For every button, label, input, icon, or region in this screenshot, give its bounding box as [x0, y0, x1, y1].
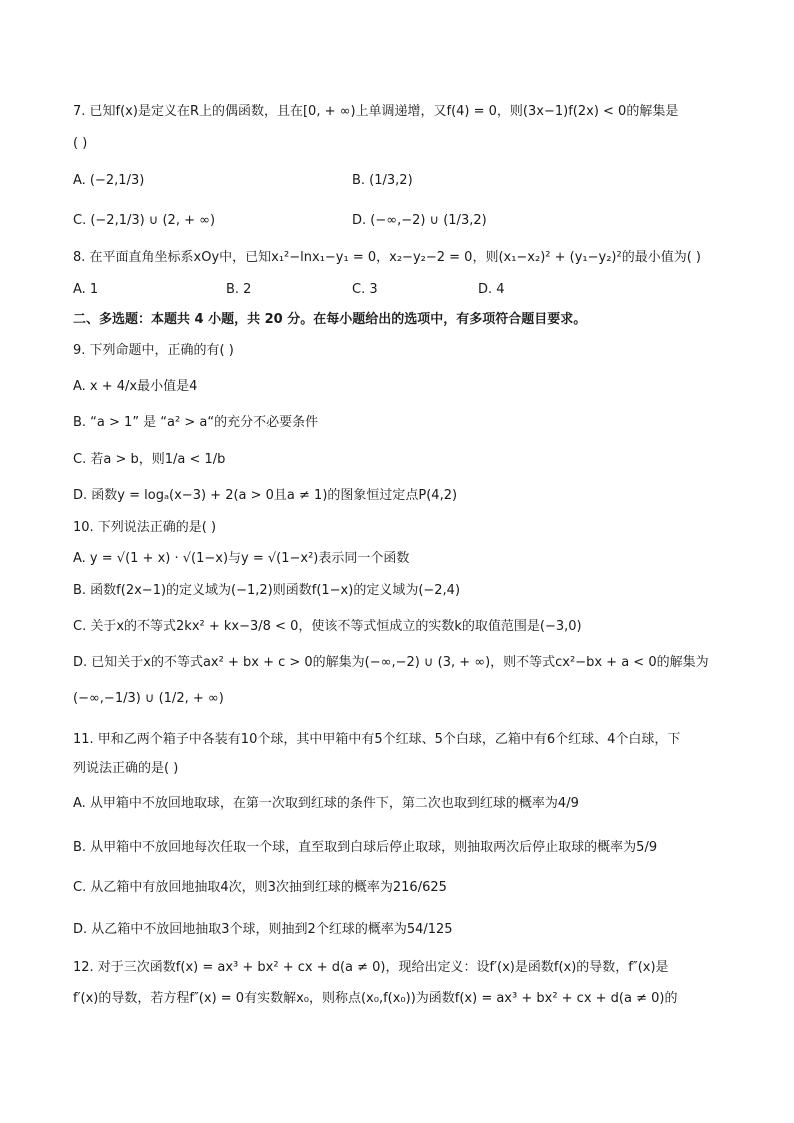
q11-option-d: D. 从乙箱中不放回地抽取3个球，则抽到2个红球的概率为54/125 — [73, 922, 453, 937]
q7-paren: ( ) — [73, 136, 88, 151]
q11-stem-continued: 列说法正确的是( ) — [73, 761, 179, 776]
q8-option-b: B. 2 — [226, 282, 252, 297]
q9-option-d: D. 函数y = logₐ(x−3) + 2(a > 0且a ≠ 1)的图象恒过定点P(4,2) — [73, 488, 458, 503]
q9-option-c: C. 若a > b，则1/a < 1/b — [73, 452, 226, 467]
q10-option-d-continued: (−∞,−1/3) ∪ (1/2, + ∞) — [73, 691, 224, 706]
q10-option-b: B. 函数f(2x−1)的定义域为(−1,2)则函数f(1−x)的定义域为(−2,4) — [73, 583, 461, 598]
q8-stem: 8. 在平面直角坐标系xOy中，已知x₁²−lnx₁−y₁ = 0，x₂−y₂−2 = 0，则(x₁−x₂)² + (y₁−y₂)²的最小值为( ) — [73, 250, 701, 265]
section-2-header: 二、多选题：本题共 4 小题，共 20 分。在每小题给出的选项中，有多项符合题目要求。 — [73, 312, 587, 327]
q9-option-a: A. x + 4/x最小值是4 — [73, 379, 198, 394]
q12-stem: 12. 对于三次函数f(x) = ax³ + bx² + cx + d(a ≠ 0)，现给出定义：设f′(x)是函数f(x)的导数，f″(x)是 — [73, 960, 669, 975]
q11-option-a: A. 从甲箱中不放回地取球，在第一次取到红球的条件下，第二次也取到红球的概率为4/9 — [73, 796, 579, 811]
q7-option-c: C. (−2,1/3) ∪ (2, + ∞) — [73, 213, 216, 228]
q10-option-c: C. 关于x的不等式2kx² + kx−3/8 < 0，使该不等式恒成立的实数k的取值范围是(−3,0) — [73, 619, 582, 634]
q9-stem: 9. 下列命题中，正确的有( ) — [73, 343, 234, 358]
q8-option-c: C. 3 — [352, 282, 378, 297]
q7-option-b: B. (1/3,2) — [352, 173, 413, 188]
q10-stem: 10. 下列说法正确的是( ) — [73, 520, 217, 535]
q11-option-b: B. 从甲箱中不放回地每次任取一个球，直至取到白球后停止取球，则抽取两次后停止取球的概率为5/9 — [73, 840, 658, 855]
q10-option-a: A. y = √(1 + x) · √(1−x)与y = √(1−x²)表示同一个函数 — [73, 551, 410, 566]
q10-option-d: D. 已知关于x的不等式ax² + bx + c > 0的解集为(−∞,−2) ∪ (3, + ∞)，则不等式cx²−bx + a < 0的解集为 — [73, 655, 709, 670]
q7-option-a: A. (−2,1/3) — [73, 173, 145, 188]
q8-option-a: A. 1 — [73, 282, 99, 297]
q9-option-b: B. “a > 1” 是 “a² > a“的充分不必要条件 — [73, 415, 319, 430]
q12-stem-continued: f′(x)的导数，若方程f″(x) = 0有实数解x₀，则称点(x₀,f(x₀))为函数f(x) = ax³ + bx² + cx + d(a ≠ 0)的 — [73, 991, 678, 1006]
q7-option-d: D. (−∞,−2) ∪ (1/3,2) — [352, 213, 487, 228]
q8-option-d: D. 4 — [478, 282, 505, 297]
q11-option-c: C. 从乙箱中有放回地抽取4次，则3次抽到红球的概率为216/625 — [73, 880, 447, 895]
q11-stem: 11. 甲和乙两个箱子中各装有10个球，其中甲箱中有5个红球、5个白球，乙箱中有6个红球、4个白球，下 — [73, 732, 681, 747]
q7-stem: 7. 已知f(x)是定义在R上的偶函数，且在[0, + ∞)上单调递增，又f(4) = 0，则(3x−1)f(2x) < 0的解集是 — [73, 104, 679, 119]
